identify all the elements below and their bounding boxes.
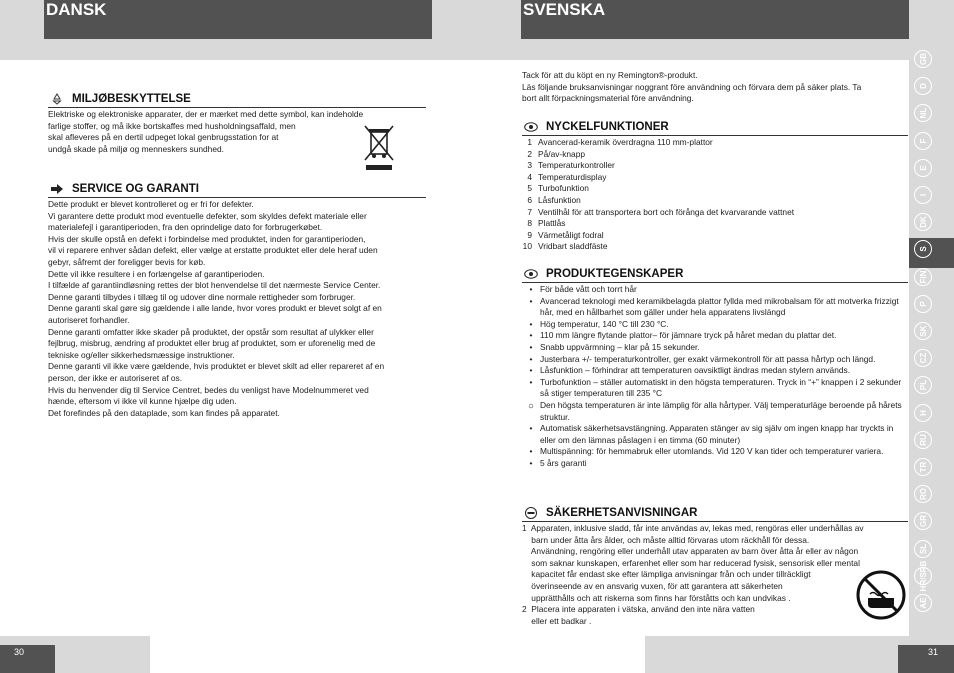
service-line: Hvis der skulle opstå en defekt i forbindelse med produktet, inden for garantiperioden, bbox=[48, 233, 366, 244]
product-feature-item bbox=[522, 319, 908, 331]
key-feature-item bbox=[522, 172, 908, 184]
item-text: Vridbart sladdfäste bbox=[538, 241, 608, 252]
product-feature-item bbox=[522, 365, 908, 377]
language-tab-fin[interactable]: FIN bbox=[914, 268, 932, 286]
key-feature-item bbox=[522, 183, 908, 195]
service-line: hænde, eftersom vi ikke vil kunne hjælpe dig uden. bbox=[48, 396, 237, 407]
item-text: Temperaturkontroller bbox=[538, 160, 615, 171]
item-number: 6 bbox=[527, 194, 532, 205]
bullet: ☼ bbox=[527, 399, 535, 410]
bullet: • bbox=[529, 457, 533, 468]
service-line: Denne garanti tilbydes i tillæg til og udover dine normale rettigheder som forbruger. bbox=[48, 291, 356, 302]
key-feature-item bbox=[522, 137, 908, 149]
service-line: autoriseret forhandler. bbox=[48, 314, 130, 325]
product-feature-item bbox=[522, 284, 908, 296]
service-line: Denne garanti skal gøre sig gældende i alle lande, hvor vores produkt er blevet solgt af en bbox=[48, 303, 382, 314]
environment-heading bbox=[48, 91, 426, 108]
right-page-number: 31 bbox=[928, 647, 939, 657]
product-feature-item bbox=[522, 446, 908, 458]
safety-heading bbox=[522, 505, 908, 522]
item-text: Turbofunktion bbox=[538, 183, 589, 194]
product-feature-item bbox=[522, 296, 908, 319]
language-tab-p[interactable]: P bbox=[914, 295, 932, 313]
language-tab-ro[interactable]: RO bbox=[914, 485, 932, 503]
key-feature-item bbox=[522, 241, 908, 253]
item-text: Hög temperatur, 140 °C till 230 °C. bbox=[540, 318, 669, 329]
key-feature-item bbox=[522, 207, 908, 219]
item-text: 5 års garanti bbox=[540, 457, 587, 468]
service-line: fejlbrug, misbrug, ændring af produktet eller brug af produktet, som er uforenelig med de bbox=[48, 338, 376, 349]
safety-line: eller ett badkar . bbox=[522, 615, 592, 626]
service-line: tekniske og/eller sikkerhedsmæssige instruktioner. bbox=[48, 349, 235, 360]
item-text: På/av-knapp bbox=[538, 148, 586, 159]
left-page-title: DANSK bbox=[44, 0, 432, 39]
eye-icon bbox=[524, 268, 538, 280]
environment-line: skal afleveres på en dertil udpeget lokal genbrugsstation for at bbox=[48, 132, 279, 143]
safety-section bbox=[522, 505, 908, 627]
environment-line: Elektriske og elektroniske apparater, der er mærket med dette symbol, kan indeholde bbox=[48, 109, 364, 119]
item-text: För både vått och torrt hår bbox=[540, 284, 637, 294]
language-tab-f[interactable]: F bbox=[914, 132, 932, 150]
item-text: Låsfunktion bbox=[538, 194, 581, 205]
language-tab-pl[interactable]: PL bbox=[914, 376, 932, 394]
language-tab-s[interactable]: S bbox=[914, 240, 932, 258]
service-section bbox=[48, 181, 426, 419]
language-tab-ae[interactable]: AE bbox=[914, 594, 932, 612]
intro-line: bort allt förpackningsmaterial före användning. bbox=[522, 93, 694, 104]
product-features-heading bbox=[522, 266, 908, 283]
product-feature-item bbox=[522, 377, 908, 400]
product-features-section bbox=[522, 266, 908, 470]
bullet: • bbox=[529, 318, 533, 329]
left-page-number-box bbox=[0, 645, 55, 673]
crossed-bin-icon bbox=[362, 124, 396, 172]
service-line: Dette vil ikke resultere i en forlængelse af garantiperioden. bbox=[48, 268, 265, 279]
bullet: • bbox=[529, 446, 533, 457]
intro-line: Tack för att du köpt en ny Remington®-produkt. bbox=[522, 70, 698, 80]
language-tab-dk[interactable]: DK bbox=[914, 213, 932, 231]
safety-line: som saknar kunskapen, erfarenhet eller som har reducerad fysisk, sensorisk eller mental bbox=[522, 557, 860, 568]
safety-line: överinseende av en ansvarig vuxen, för att garantera att säkerheten bbox=[522, 580, 783, 591]
key-features-section bbox=[522, 119, 908, 253]
item-text: Justerbara +/- temperaturkontroller, ger exakt värmekontroll för att passa hårtyp och längd. bbox=[540, 353, 876, 364]
item-text: Avancerad teknologi med keramikbelagda plattor fyllda med mikrobalsam för att motverka frizzigt hår, med en hållbarhet som gäller under hela apparatens livslängd bbox=[540, 295, 899, 318]
service-line: Vi garantere dette produkt mod eventuelle defekter, som skyldes defekt materiale eller bbox=[48, 210, 367, 221]
language-tab-gr[interactable]: GR bbox=[914, 512, 932, 530]
item-number: 5 bbox=[527, 183, 532, 194]
item-text: Multispänning: för hemmabruk eller utomlands. Vid 120 V kan tider och temperaturer variera. bbox=[540, 446, 884, 457]
key-feature-item bbox=[522, 195, 908, 207]
key-feature-item bbox=[522, 218, 908, 230]
bullet: • bbox=[529, 284, 533, 294]
item-text: Snabb uppvärmning – klar på 15 sekunder. bbox=[540, 341, 700, 352]
bullet: • bbox=[529, 365, 533, 376]
recycle-icon bbox=[50, 93, 64, 105]
language-tab-cz[interactable]: CZ bbox=[914, 349, 932, 367]
environment-line: farlige stoffer, og må ikke bortskaffes med husholdningsaffald, men bbox=[48, 120, 296, 131]
item-number: 2 bbox=[527, 148, 532, 159]
left-page-number: 30 bbox=[14, 647, 25, 657]
service-line: Hvis du henvender dig til Service Centret, bedes du venligst have Modelnummeret ved bbox=[48, 384, 369, 395]
product-feature-item bbox=[522, 400, 908, 423]
service-heading-text: SERVICE OG GARANTI bbox=[72, 183, 199, 195]
service-line: Dette produkt er blevet kontrolleret og er fri for defekter. bbox=[48, 199, 254, 209]
bullet: • bbox=[529, 423, 533, 434]
language-tab-d[interactable]: D bbox=[914, 77, 932, 95]
environment-line: undgå skade på miljø og menneskers sundhed. bbox=[48, 143, 224, 154]
item-text: Temperaturdisplay bbox=[538, 171, 607, 182]
item-text: Den högsta temperaturen är inte lämplig för alla hårtyper. Välj temperaturläge beroende på hårets struktur. bbox=[540, 399, 902, 422]
service-heading bbox=[48, 181, 426, 198]
item-number: 10 bbox=[522, 241, 532, 252]
language-tab-ru[interactable]: RU bbox=[914, 431, 932, 449]
language-tab-e[interactable]: E bbox=[914, 159, 932, 177]
item-text: Värmetåligt fodral bbox=[538, 229, 604, 240]
product-feature-item bbox=[522, 354, 908, 366]
item-number: 4 bbox=[527, 171, 532, 182]
environment-heading-text: MILJØBESKYTTELSE bbox=[72, 93, 191, 105]
item-number: 8 bbox=[527, 218, 532, 229]
product-features-heading-text: PRODUKTEGENSKAPER bbox=[546, 268, 684, 280]
bullet: • bbox=[529, 353, 533, 364]
right-page-title: SVENSKA bbox=[521, 0, 909, 39]
bullet: • bbox=[529, 330, 533, 341]
bullet: • bbox=[529, 295, 533, 306]
product-feature-item bbox=[522, 330, 908, 342]
item-text: 110 mm längre flytande plattor– för jämnare tryck på håret medan du plattar det. bbox=[540, 330, 837, 341]
language-tab-nl[interactable]: NL bbox=[914, 104, 932, 122]
item-text: Automatisk säkerhetsavstängning. Apparaten stänger av sig själv om ingen knapp har tryckts in eller om den lämnas påslagen i en timma (60 minuter) bbox=[540, 423, 894, 445]
language-tab-sl[interactable]: SL bbox=[914, 540, 932, 558]
safety-line: barn under åtta års ålder, och måste alltid förvaras utom räckhåll för dessa. bbox=[522, 534, 810, 545]
safety-line: 1 Apparaten, inklusive sladd, får inte användas av, lekas med, rengöras eller underhållas av bbox=[522, 523, 864, 533]
product-feature-item bbox=[522, 342, 908, 354]
bullet: • bbox=[529, 376, 533, 387]
service-line: Det forefindes på den dataplade, som kan findes på apparatet. bbox=[48, 407, 280, 418]
safety-line: 2 Placera inte apparaten i vätska, använd den inte nära vatten bbox=[522, 604, 755, 615]
safety-heading-text: SÄKERHETSANVISNINGAR bbox=[546, 507, 698, 519]
safety-line: upprätthålls och att riskerna som finns har förståtts och kan undvikas . bbox=[522, 592, 791, 603]
service-line: person, der ikke er autoriseret af os. bbox=[48, 372, 183, 383]
language-tab-i[interactable]: I bbox=[914, 186, 932, 204]
service-line: I tilfælde af garantiindløsning rettes der blot henvendelse til det nærmeste Service Center. bbox=[48, 280, 381, 291]
key-feature-item bbox=[522, 149, 908, 161]
arrow-right-icon bbox=[50, 183, 64, 195]
service-line: gebyr, såfremt der foreligger bevis for køb. bbox=[48, 256, 206, 267]
item-number: 1 bbox=[527, 137, 532, 147]
key-feature-item bbox=[522, 160, 908, 172]
right-page-number-box bbox=[898, 645, 954, 673]
language-tab-hr-srb[interactable]: HR/SRB bbox=[914, 567, 932, 585]
no-bathtub-icon bbox=[856, 570, 906, 620]
stop-icon bbox=[524, 507, 538, 519]
key-feature-item bbox=[522, 230, 908, 242]
product-feature-item bbox=[522, 458, 908, 470]
language-tab-h[interactable]: H bbox=[914, 404, 932, 422]
item-number: 9 bbox=[527, 229, 532, 240]
intro-text bbox=[522, 70, 908, 105]
service-line: materialefejl i garantiperioden, fra den oprindelige dato for forbrugerkøbet. bbox=[48, 222, 323, 233]
safety-line: Användning, rengöring eller underhåll utav apparaten av barn över åtta år eller av någon bbox=[522, 546, 859, 557]
safety-line: kapacitet får endast ske efter lämpliga anvisningar från och under tillräckligt bbox=[522, 569, 811, 580]
service-line: Denne garanti vil ikke være gældende, hvis produktet er blevet skilt ad eller repareret af en bbox=[48, 361, 385, 372]
item-text: Ventilhål för att transportera bort och förånga det kvarvarande vattnet bbox=[538, 206, 795, 217]
service-line: Denne garanti omfatter ikke skader på produktet, der opstår som resultat af ulykker eller bbox=[48, 326, 374, 337]
item-text: Plattlås bbox=[538, 218, 566, 229]
item-text: Låsfunktion – förhindrar att temperaturen oavsiktligt ändras medan stylern används. bbox=[540, 365, 851, 376]
eye-icon bbox=[524, 121, 538, 133]
item-text: Turbofunktion – ställer automatiskt in den högsta temperaturen. Tryck in “+” knappen i 2 sekunder så stiger temperaturen till 235 °C bbox=[540, 376, 902, 399]
key-features-heading bbox=[522, 119, 908, 136]
item-number: 3 bbox=[527, 160, 532, 171]
language-tab-tr[interactable]: TR bbox=[914, 458, 932, 476]
key-features-heading-text: NYCKELFUNKTIONER bbox=[546, 121, 669, 133]
product-feature-item bbox=[522, 423, 908, 446]
service-line: vil vi reparere enhver sådan defekt, eller vælge at erstatte produktet eller dele heraf uden bbox=[48, 245, 378, 256]
language-tab-sk[interactable]: SK bbox=[914, 322, 932, 340]
item-number: 7 bbox=[527, 206, 532, 217]
language-tab-gb[interactable]: GB bbox=[914, 50, 932, 68]
intro-line: Läs följande bruksanvisningar noggrant före användning och förvara dem på säker plats. Ta bbox=[522, 81, 862, 92]
item-text: Avancerad-keramik överdragna 110 mm-plattor bbox=[538, 137, 713, 147]
bullet: • bbox=[529, 341, 533, 352]
